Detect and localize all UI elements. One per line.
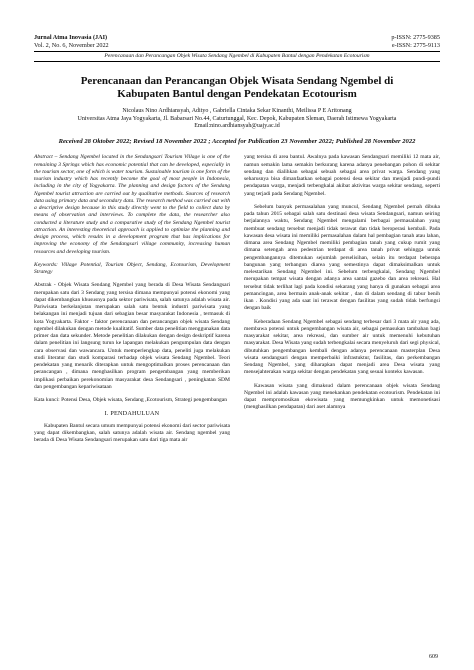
author-affiliation: Universitas Atma Jaya Yogyakarta, Jl. Babarsari No.44, Caturtunggal, Kec. Depok, Kabupaten Sleman, Daerah Istimewa Yogyakarta xyxy=(77,115,397,122)
paper-title: Perencanaan dan Perancangan Objek Wisata Sendang Ngembel di Kabupaten Bantul dengan Pendekatan Ecotourism xyxy=(80,75,394,101)
issn-info xyxy=(391,34,440,49)
running-title: Perencanaan dan Perancangan Objek Wisata Sendang Ngembel di Kabupaten Bantul dengan Pendekatan Ecotourism xyxy=(104,53,370,60)
author-block xyxy=(34,108,440,130)
right-column xyxy=(244,154,440,450)
abstract-english: Abstract – Sendang Ngembel located in the Sendangsari Tourism Village is one of the remaining 3 Springs which has economic potential that can be developed, especially in the tourism sector, one of which is water tourism. Sustainable tourism is one form of the tourism industry which has recently become the goal of most people in Indonesia, including in the city of Yogyakarta. The planning and design factors of the Sendang Ngembel tourist attraction are carried out by qualitative methods. Sources of research data using primary data and secondary data. The research method was carried out with a descriptive design because in this study directly went to the field to collect data by means of observation and interviews. To complete the data, the researcher also conducted a literature study and a comparative study of the Sendang Ngembel tourist attraction. An interesting theoretical approach is applied to optimize the planning and design process, which results in a development program that has implications for improving the economy of the Sendangsari village community, increasing human resources and developing tourism. xyxy=(34,154,230,255)
keywords-english: Keywords: Village Potential, Tourism Object, Sendang, Ecotourism, Development Strategy xyxy=(34,261,230,276)
body-paragraph-3: Keberadaan Sendang Ngembel sebagai sendang terbesar dari 3 mata air yang ada, membawa potensi untuk pengembangan wisata air, sebagai pemasukan tambahan bagi masyarakat sekitar, area rekreasi, dan sumber air untuk memenuhi kebutuhan masyarakat. Desa Wisata yang sudah terbengkalai secara menyeluruh dari segi physical, dibutuhkan pengembangan kembali dengan adanya perencanaan masterplan Desa wisata sendangsari dengan memperbaiki infrastuktur, fasilitas, dan perkembangan Sendang Ngembel, yang diharapkan dapat menjadi area Desa wisata yang mensejahterakan warga sekitar dengan pendekatan yang sesuai konteks kawasan. xyxy=(244,318,440,376)
author-names: Nicolaus Nino Ardhiansyah, Adityo , Gabriella Cintaka Sekar Kinanthi, Meilissa P E Aritonang xyxy=(122,108,352,115)
body-paragraph-4: Kawasan wisata yang dimaksud dalam perencanaan objek wisata Sendang Ngembel ini adalah kawasan yang menekankan pendekatan ecotourism. Pendekatan ini dapat mempromosikan ekowisata yang memungkinkan untuk memonetisasi (menghasilkan pendapatan) dari aset alamnya xyxy=(244,382,440,411)
intro-paragraph: Kabupaten Bantul secara umum mempunyai potensi ekonomi dari sector pariwisata yang dapat dikembangkan, salah satunya adalah wisata air. Sendang ngembel yang berada di Desa Wisata Sendangsari merupakan satu dari tiga mata air xyxy=(34,422,230,444)
header-rule-bottom xyxy=(34,61,440,62)
journal-name: Jurnal Atma Inovasia (JAI) xyxy=(34,34,108,41)
body-paragraph-2: Sebelum banyak permasalahan yang muncul, Sendang Ngembel pernah dibuka pada tahun 2015 sebagai salah satu destinasi desa wisata Sendangsari, namun seiring berjalannya waktu, Sendang Ngembel mengalami berbagai permasalahan yang membuat sendang tersebut menjadi tidak terawat dan tidak beroperasi kembali. Pada kawasan desa wisata ini memiliki permasalahan dalam hal pembagian tanah atau lahan, dimana area Sendang Ngembel memiliki pembagian tanah yang cukup rumit yang dimana setengah area pedestrian terdapat di area tanah privat sehingga untuk pengembangannya ditemukan sejumlah perselisihan, selain itu terdapat beberapa bangunan yang terbangun diarea yang semestinya dapat dimaksimalkan untuk melestarikan Sendang Ngembel ini. Sebelum terbengkalai, Sendang Ngembel merupakan tempat wisata dengan adanya area santai gazebo dan area rekreasi. Hal tersebut tidak terlihat lagi pada kondisi sekarang yang hanya di gunakan sebagai area pemancingan, area bermain anak-anak sekitar , dan di dalam sendang di tabur benih ikan . Kondisi yang ada saat ini terawat dengan fasilitas yang sudah tidak berfungsi dengan baik xyxy=(244,203,440,312)
p-issn: p-ISSN: 2775-9385 xyxy=(391,34,440,41)
two-column-body xyxy=(34,154,440,450)
page-number: 609 xyxy=(429,654,438,660)
keywords-indonesian: Kata kunci: Potensi Desa, Objek wisata, Sendang ,Ecotourism, Strategi pengembangan xyxy=(34,397,228,404)
abstrak-indonesian: Abstrak - Objek Wisata Sendang Ngembel yang berada di Desa Wisata Sendangsari merupakan satu dari 3 Sendang yang tersisa dimana mempunyai potensi ekonomi yang dapat dikembangkan khususnya pada sektor pariwisata, salah satunya adalah wisata air. Pariwisata berkelanjutan merupakan salah satu bentuk industri pariwisata yang belakangan ini menjadi tujuan dari sebagian besar masyarakat Indonesia , termasuk di kota Yogyakarta. Faktor - faktor perencanaan dan perancangan objek wisata Sendang ngembel dilakukan dengan metode kualitatif. Sumber data penelitian menggunakan data primer dan data sekunder. Metode penelitian dilakukan dengan design deskriptif karena dalam penelitian ini langsung turun ke lapangan melakukan pengumpulan data dengan cara observasi dan wawancara. Untuk memperlengkap data, peneliti juga melakukan studi literatur dan studi komparasi terhadap objek wisata Sendang Ngembel. Teori pendekatan yang menarik diterapkan untuk mengoptimalkan proses perencanaan dan perancangan , dimana menghasilkan program pengembangan yang memberikan implikasi perbaikan perekonomian masyarakat desa Sendangsari , peningkatan SDM dan pengembangan kepariwisataan xyxy=(34,282,230,390)
journal-info xyxy=(34,34,109,49)
e-issn: e-ISSN: 2775-9113 xyxy=(391,41,440,49)
section-heading: I. PENDAHULUAN xyxy=(104,410,160,418)
body-paragraph-1: yang tersisa di area bantul. Awalnya pada kawasan Sendangsari memiliki 12 mata air, namun semakin lama semakin berkurang karena adanya penebangan pohon di sekitar sendang dan dialihkan sebagai sebuah sebagai area privat warga. Sendang yang seharusnya bisa dimanfaatkan sebagai potensi desa sekitar dan menjadi pundi-pundi pendapatan warga, menjadi terbengkalai akibat aktivitas warga sekitar sendang, seperti yang terjadi pada Sendang Ngembel. xyxy=(244,154,440,197)
publication-dates: Received 28 Oktober 2022; Revised 18 November 2022 ; Accepted for Publication 23 November 2022; Published 28 November 2022 xyxy=(58,138,416,146)
author-email: Email:nino.ardhiansyah@uajy.ac.id xyxy=(194,123,280,129)
journal-volume: Vol. 2, No. 6, November 2022 xyxy=(34,41,109,49)
left-column xyxy=(34,154,230,450)
journal-header xyxy=(34,34,440,49)
